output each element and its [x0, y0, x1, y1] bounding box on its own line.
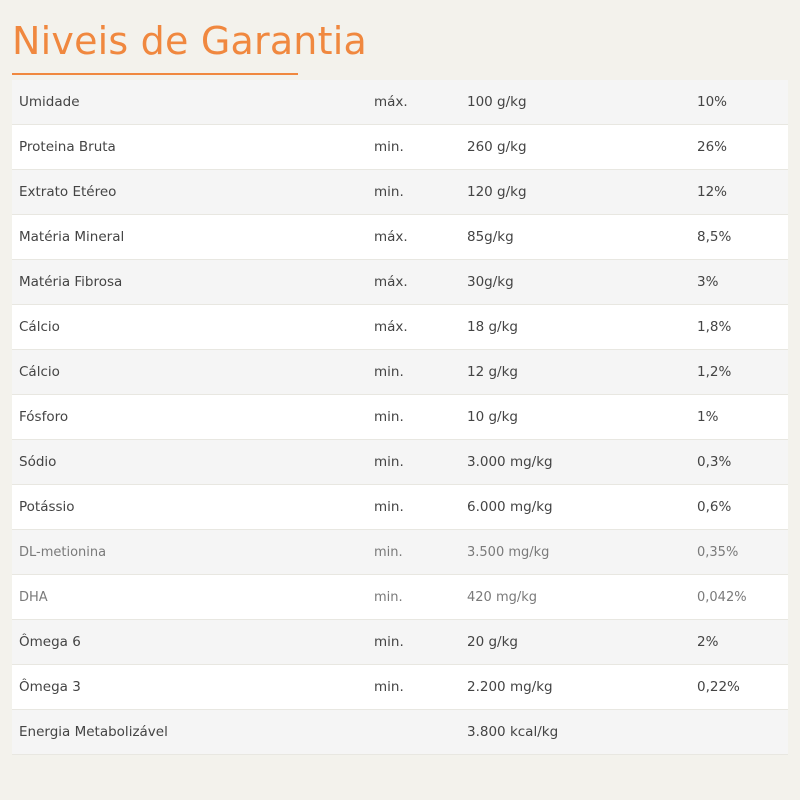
nutrient-amount: 30g/kg [467, 260, 697, 305]
nutrient-qualifier: min. [374, 170, 467, 215]
nutrient-qualifier: máx. [374, 215, 467, 260]
nutrient-name: Ômega 6 [12, 620, 374, 665]
nutrient-amount: 100 g/kg [467, 80, 697, 125]
table-row [12, 710, 788, 755]
table-row [12, 305, 788, 350]
nutrient-name: Umidade [12, 80, 374, 125]
nutrient-percent: 10% [697, 80, 788, 125]
table-row [12, 170, 788, 215]
nutrient-percent: 8,5% [697, 215, 788, 260]
nutrient-name: Cálcio [12, 305, 374, 350]
nutrient-percent: 1,8% [697, 305, 788, 350]
nutrient-qualifier: min. [374, 530, 467, 575]
nutrient-qualifier: min. [374, 485, 467, 530]
table-row [12, 125, 788, 170]
nutrient-amount: 260 g/kg [467, 125, 697, 170]
nutrient-qualifier [374, 710, 467, 755]
table-row [12, 665, 788, 710]
nutrient-amount: 85g/kg [467, 215, 697, 260]
nutrient-qualifier: min. [374, 620, 467, 665]
nutrient-amount: 3.800 kcal/kg [467, 710, 697, 755]
table-row [12, 485, 788, 530]
nutrient-percent: 0,3% [697, 440, 788, 485]
nutrient-amount: 12 g/kg [467, 350, 697, 395]
nutrient-percent: 2% [697, 620, 788, 665]
table-row [12, 350, 788, 395]
table-row [12, 620, 788, 665]
table-row [12, 395, 788, 440]
nutrient-name: DL-metionina [12, 530, 374, 575]
nutrient-percent [697, 710, 788, 755]
table-row [12, 80, 788, 125]
nutrient-amount: 18 g/kg [467, 305, 697, 350]
nutrient-percent: 0,35% [697, 530, 788, 575]
title-underline [12, 73, 298, 75]
nutrient-name: Cálcio [12, 350, 374, 395]
table-row [12, 215, 788, 260]
nutrient-qualifier: min. [374, 575, 467, 620]
nutrient-name: Potássio [12, 485, 374, 530]
nutrient-amount: 120 g/kg [467, 170, 697, 215]
nutrient-percent: 0,22% [697, 665, 788, 710]
nutrient-qualifier: min. [374, 395, 467, 440]
nutrient-amount: 3.000 mg/kg [467, 440, 697, 485]
nutrient-percent: 3% [697, 260, 788, 305]
table-row [12, 530, 788, 575]
nutrient-amount: 10 g/kg [467, 395, 697, 440]
nutrient-percent: 26% [697, 125, 788, 170]
nutrient-qualifier: máx. [374, 260, 467, 305]
nutrient-name: Proteina Bruta [12, 125, 374, 170]
nutrient-name: Ômega 3 [12, 665, 374, 710]
nutrient-name: Extrato Etéreo [12, 170, 374, 215]
nutrient-amount: 20 g/kg [467, 620, 697, 665]
page-title: Niveis de Garantia [12, 19, 367, 63]
nutrient-percent: 0,042% [697, 575, 788, 620]
nutrient-name: Sódio [12, 440, 374, 485]
nutrient-name: Fósforo [12, 395, 374, 440]
nutrient-qualifier: min. [374, 350, 467, 395]
nutrient-amount: 420 mg/kg [467, 575, 697, 620]
nutrient-amount: 2.200 mg/kg [467, 665, 697, 710]
nutrient-qualifier: min. [374, 665, 467, 710]
nutrient-percent: 12% [697, 170, 788, 215]
nutrient-qualifier: máx. [374, 80, 467, 125]
table-row [12, 440, 788, 485]
nutrient-qualifier: min. [374, 440, 467, 485]
nutrient-percent: 1% [697, 395, 788, 440]
nutrient-amount: 6.000 mg/kg [467, 485, 697, 530]
nutrient-name: Matéria Fibrosa [12, 260, 374, 305]
table-row [12, 575, 788, 620]
nutrient-name: Energia Metabolizável [12, 710, 374, 755]
guarantee-levels-table [12, 80, 788, 755]
nutrient-percent: 1,2% [697, 350, 788, 395]
nutrient-name: DHA [12, 575, 374, 620]
nutrient-amount: 3.500 mg/kg [467, 530, 697, 575]
nutrient-qualifier: máx. [374, 305, 467, 350]
nutrient-name: Matéria Mineral [12, 215, 374, 260]
table-row [12, 260, 788, 305]
nutrient-qualifier: min. [374, 125, 467, 170]
nutrient-percent: 0,6% [697, 485, 788, 530]
